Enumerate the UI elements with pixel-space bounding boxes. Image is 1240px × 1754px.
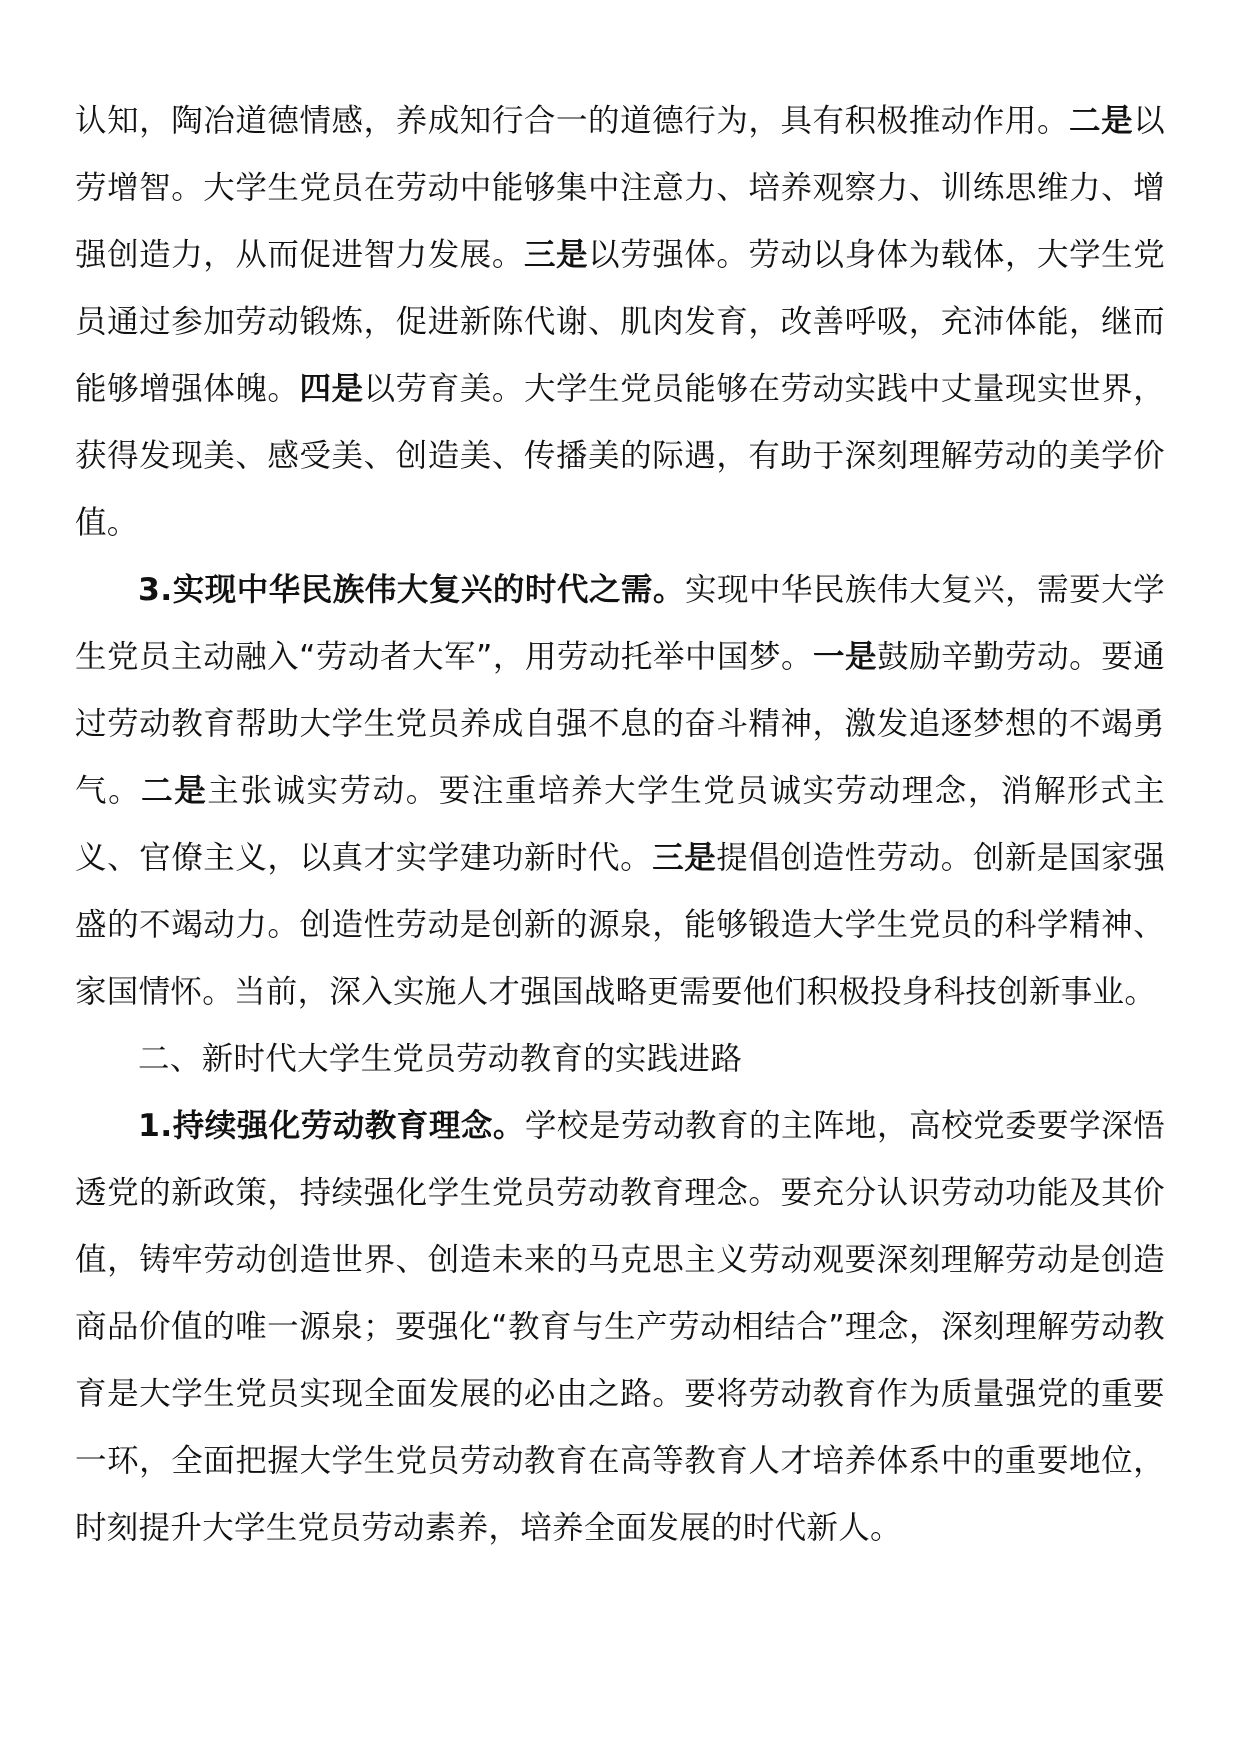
text-run: 学校是劳动教育的主阵地，高校党委要学深悟透党的新政策，持续强化学生党员劳动教育理念。要充分认识劳动功能及其价值，铸牢劳动创造世界、创造未来的马克思主义劳动观要深刻理解劳动是创造商品价值的唯一源泉；要强化“教育与生产劳动相结合”理念，深刻理解劳动教育是大学生党员实现全面发展的必由之路。要将劳动教育作为质量强党的重要一环，全面把握大学生党员劳动教育在高等教育人才培养体系中的重要地位，时刻提升大学生党员劳动素养，培养全面发展的时代新人。 [75,1108,1165,1546]
bold-run: 一是 [813,639,878,675]
text-run: 主张诚实劳动。要注重培养大学生党员诚实劳动理念，消解形式主义、官僚主义，以真才实学建功新时代。 [75,773,1165,876]
text-run: 以劳育美。大学生党员能够在劳动实践中丈量现实世界，获得发现美、感受美、创造美、传播美的际遇，有助于深刻理解劳动的美学价值。 [75,371,1165,541]
paragraph-section-3 [75,557,1165,1026]
bold-run: 三是 [523,237,589,273]
bold-run: 二是 [1069,103,1134,139]
bold-run: 三是 [652,840,717,876]
heading-text: 二、新时代大学生党员劳动教育的实践进路 [138,1041,743,1077]
paragraph-continuation [75,88,1165,557]
document-page [75,88,1165,1562]
text-run: 鼓励辛勤劳动。要通过劳动教育帮助大学生党员养成自强不息的奋斗精神，激发追逐梦想的不竭勇气。 [75,639,1166,809]
section-title-run: 1.持续强化劳动教育理念。 [138,1108,525,1144]
text-run: 以劳增智。大学生党员在劳动中能够集中注意力、培养观察力、训练思维力、增强创造力，从而促进智力发展。 [75,103,1165,273]
paragraph-section-1 [75,1093,1165,1562]
section-title-run: 3.实现中华民族伟大复兴的时代之需。 [138,572,685,608]
text-run: 认知，陶冶道德情感，养成知行合一的道德行为，具有积极推动作用。 [75,103,1070,139]
bold-run: 四是 [299,371,364,407]
bold-run: 二是 [141,773,208,809]
text-run: 实现中华民族伟大复兴，需要大学生党员主动融入“劳动者大军”，用劳动托举中国梦。 [75,572,1165,675]
text-run: 提倡创造性劳动。创新是国家强盛的不竭动力。创造性劳动是创新的源泉，能够锻造大学生党员的科学精神、家国情怀。当前，深入实施人才强国战略更需要他们积极投身科技创新事业。 [75,840,1166,1010]
text-run: 以劳强体。劳动以身体为载体，大学生党员通过参加劳动锻炼，促进新陈代谢、肌肉发育，改善呼吸，充沛体能，继而能够增强体魄。 [75,237,1166,407]
section-heading [75,1026,1165,1093]
